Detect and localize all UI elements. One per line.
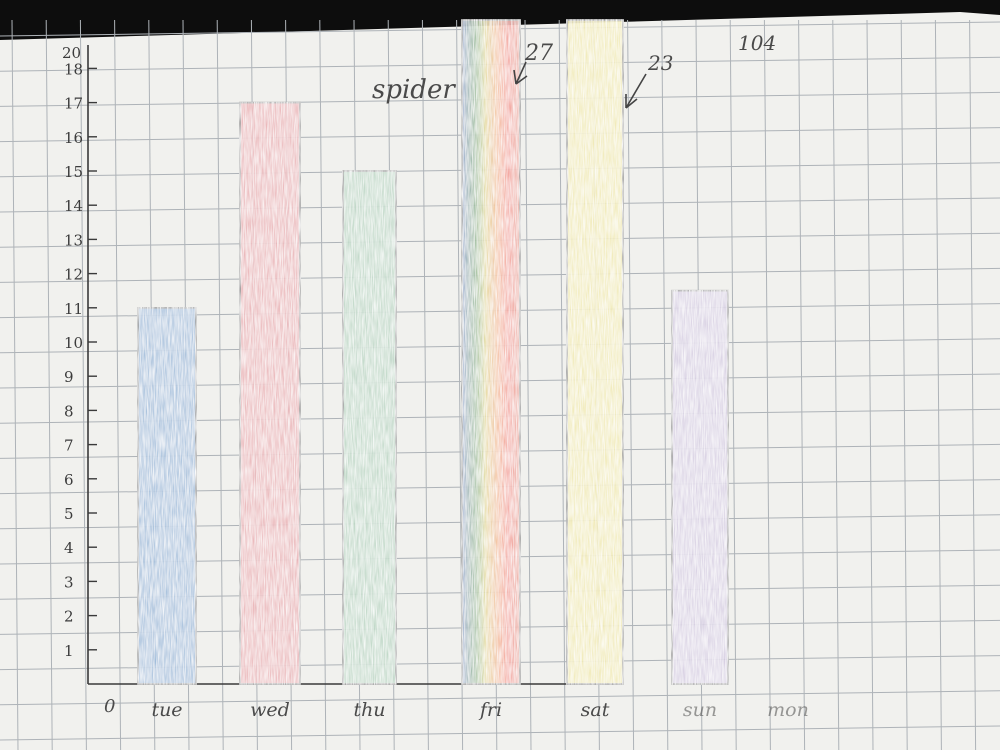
y-tick-label: 4 bbox=[64, 539, 74, 558]
y-tick-label: 10 bbox=[64, 334, 84, 352]
y-tick-label: 17 bbox=[64, 94, 84, 113]
y-tick-label: 2 bbox=[64, 607, 74, 626]
x-label-tue: tue bbox=[151, 699, 183, 721]
x-label-sun: sun bbox=[682, 699, 718, 721]
annotation-fri-value: 27 bbox=[525, 41, 553, 66]
x-label-fri: fri bbox=[479, 699, 503, 721]
bar-wed bbox=[240, 103, 300, 684]
bar-sat bbox=[567, 20, 623, 684]
bar-sun bbox=[672, 291, 728, 684]
bar-thu bbox=[343, 171, 396, 684]
y-tick-label: 13 bbox=[64, 231, 84, 250]
x-label-thu: thu bbox=[353, 699, 386, 721]
y-tick-label: 14 bbox=[64, 197, 84, 216]
y-tick-label: 9 bbox=[64, 368, 74, 387]
x-axis-labels bbox=[151, 699, 808, 721]
x-label-wed: wed bbox=[250, 699, 290, 721]
y-tick-label: 18 bbox=[64, 60, 84, 79]
y-tick-label: 12 bbox=[64, 265, 84, 284]
y-tick-label: 11 bbox=[64, 299, 84, 318]
y-tick-label: 15 bbox=[64, 163, 84, 181]
annotation-sat-value: 23 bbox=[648, 51, 674, 75]
y-tick-label: 1 bbox=[64, 641, 74, 660]
y-axis-top-label: 20 bbox=[62, 44, 82, 62]
y-tick-label: 6 bbox=[64, 470, 74, 489]
y-tick-label: 7 bbox=[64, 436, 74, 455]
y-tick-label: 8 bbox=[64, 402, 74, 421]
bar-fri bbox=[462, 20, 520, 684]
annotation-total: 104 bbox=[738, 31, 777, 55]
x-label-mon: mon bbox=[767, 699, 809, 721]
x-label-sat: sat bbox=[580, 699, 610, 721]
y-tick-label: 3 bbox=[64, 573, 74, 592]
chart-title: spider bbox=[372, 75, 455, 105]
y-tick-label: 16 bbox=[64, 128, 84, 147]
bar-tue bbox=[138, 308, 196, 684]
origin-label: 0 bbox=[104, 696, 116, 717]
y-tick-label: 5 bbox=[64, 505, 74, 523]
